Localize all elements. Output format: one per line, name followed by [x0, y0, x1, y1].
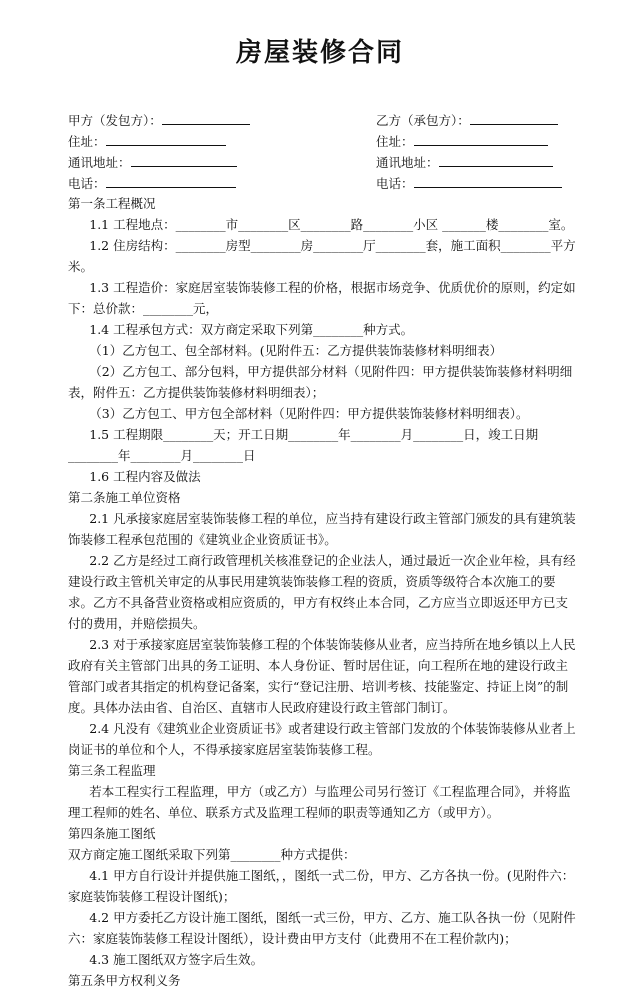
page-title: 房屋装修合同: [235, 38, 404, 68]
section-1-heading: 第一条工程概况: [68, 196, 156, 211]
clause-2-3: 2.3 对于承接家庭居室装饰装修工程的个体装饰装修从业者，应当持所在地乡镇以上人民政府有关主管部门出具的务工证明、本人身份证、暂时居住证，向工程所在地的建设行政主管部门或者其指定的机构登记备案，实行“登记注册、培训考核、技能鉴定、持证上岗”的制度。具体办法由省、自治区、直辖市人民政府建设行政主管部门制订。: [68, 637, 576, 715]
section-3-heading: 第三条工程监理: [68, 763, 156, 778]
party-a-address: 住址：: [68, 133, 226, 150]
party-b-mail: 通讯地址：: [376, 154, 553, 171]
party-a-mail-blank[interactable]: [131, 154, 237, 167]
party-b-phone-blank[interactable]: [414, 175, 562, 188]
party-b-address: 住址：: [376, 133, 548, 150]
clause-1-5: 1.5 工程期限________天；开工日期________年________月________日，竣工日期________年________月________日: [68, 427, 539, 463]
option-2: （2）乙方包工、部分包料，甲方提供部分材料（见附件四：甲方提供装饰装修材料明细表，附件五：乙方提供装饰装修材料明细表）；: [68, 364, 573, 400]
clause-4-intro: 双方商定施工图纸采取下列第________种方式提供：: [68, 847, 356, 862]
party-a-mail: 通讯地址：: [68, 154, 237, 171]
clause-1-6: 1.6 工程内容及做法: [89, 469, 201, 484]
clause-4-3: 4.3 施工图纸双方签字后生效。: [89, 952, 264, 967]
contract-body: [68, 193, 578, 991]
party-b-phone: 电话：: [376, 175, 562, 192]
party-b-address-blank[interactable]: [414, 133, 548, 146]
party-b-name: 乙方（承包方）：: [376, 112, 558, 129]
party-a-phone: 电话：: [68, 175, 236, 192]
option-3: （3）乙方包工、甲方包全部材料（见附件四：甲方提供装饰装修材料明细表）。: [89, 406, 529, 421]
clause-4-2: 4.2 甲方委托乙方设计施工图纸，图纸一式三份，甲方、乙方、施工队各执一份（见附件六：家庭装饰装修工程设计图纸），设计费由甲方支付（此费用不在工程价款内)；: [68, 910, 576, 946]
party-a-name: 甲方（发包方）：: [68, 112, 250, 129]
section-5-heading: 第五条甲方权利义务: [68, 973, 181, 988]
party-a-name-blank[interactable]: [162, 112, 250, 125]
clause-2-1: 2.1 凡承接家庭居室装饰装修工程的单位，应当持有建设行政主管部门颁发的具有建筑装饰装修工程承包范围的《建筑业企业资质证书》。: [68, 511, 576, 547]
party-b-mail-blank[interactable]: [439, 154, 553, 167]
clause-2-4: 2.4 凡没有《建筑业企业资质证书》或者建设行政主管部门发放的个体装饰装修从业者上岗证书的单位和个人，不得承接家庭居室装饰装修工程。: [68, 721, 576, 757]
clause-1-4: 1.4 工程承包方式：双方商定采取下列第________种方式。: [89, 322, 414, 337]
clause-1-3: 1.3 工程造价：家庭居室装饰装修工程的价格，根据市场竞争、优质优价的原则，约定如下：总价款：________元，: [68, 280, 576, 316]
party-b-name-blank[interactable]: [470, 112, 558, 125]
option-1: （1）乙方包工、包全部材料。(见附件五：乙方提供装饰装修材料明细表）: [89, 343, 503, 358]
clause-1-1: 1.1 工程地点：________市________区________路________小区 _______楼________室。: [89, 217, 574, 232]
section-2-heading: 第二条施工单位资格: [68, 490, 181, 505]
clause-1-2: 1.2 住房结构：________房型________房________厅________套，施工面积________平方米。: [68, 238, 576, 274]
clause-2-2: 2.2 乙方是经过工商行政管理机关核准登记的企业法人，通过最近一次企业年检，具有经建设行政主管机关审定的从事民用建筑装饰装修工程的资质，资质等级符合本次施工的要求。乙方不具备营业资格或相应资质的，甲方有权终止本合同，乙方应当立即返还甲方已支付的费用，并赔偿损失。: [68, 553, 576, 631]
party-a-phone-blank[interactable]: [106, 175, 236, 188]
party-a-address-blank[interactable]: [106, 133, 226, 146]
clause-4-1: 4.1 甲方自行设计并提供施工图纸，，图纸一式二份，甲方、乙方各执一份。(见附件六：家庭装饰装修工程设计图纸)；: [68, 868, 575, 904]
section-4-heading: 第四条施工图纸: [68, 826, 156, 841]
clause-3-text: 若本工程实行工程监理，甲方（或乙方）与监理公司另行签订《工程监理合同》，并将监理工程师的姓名、单位、联系方式及监理工程师的职责等通知乙方（或甲方）。: [68, 784, 571, 820]
